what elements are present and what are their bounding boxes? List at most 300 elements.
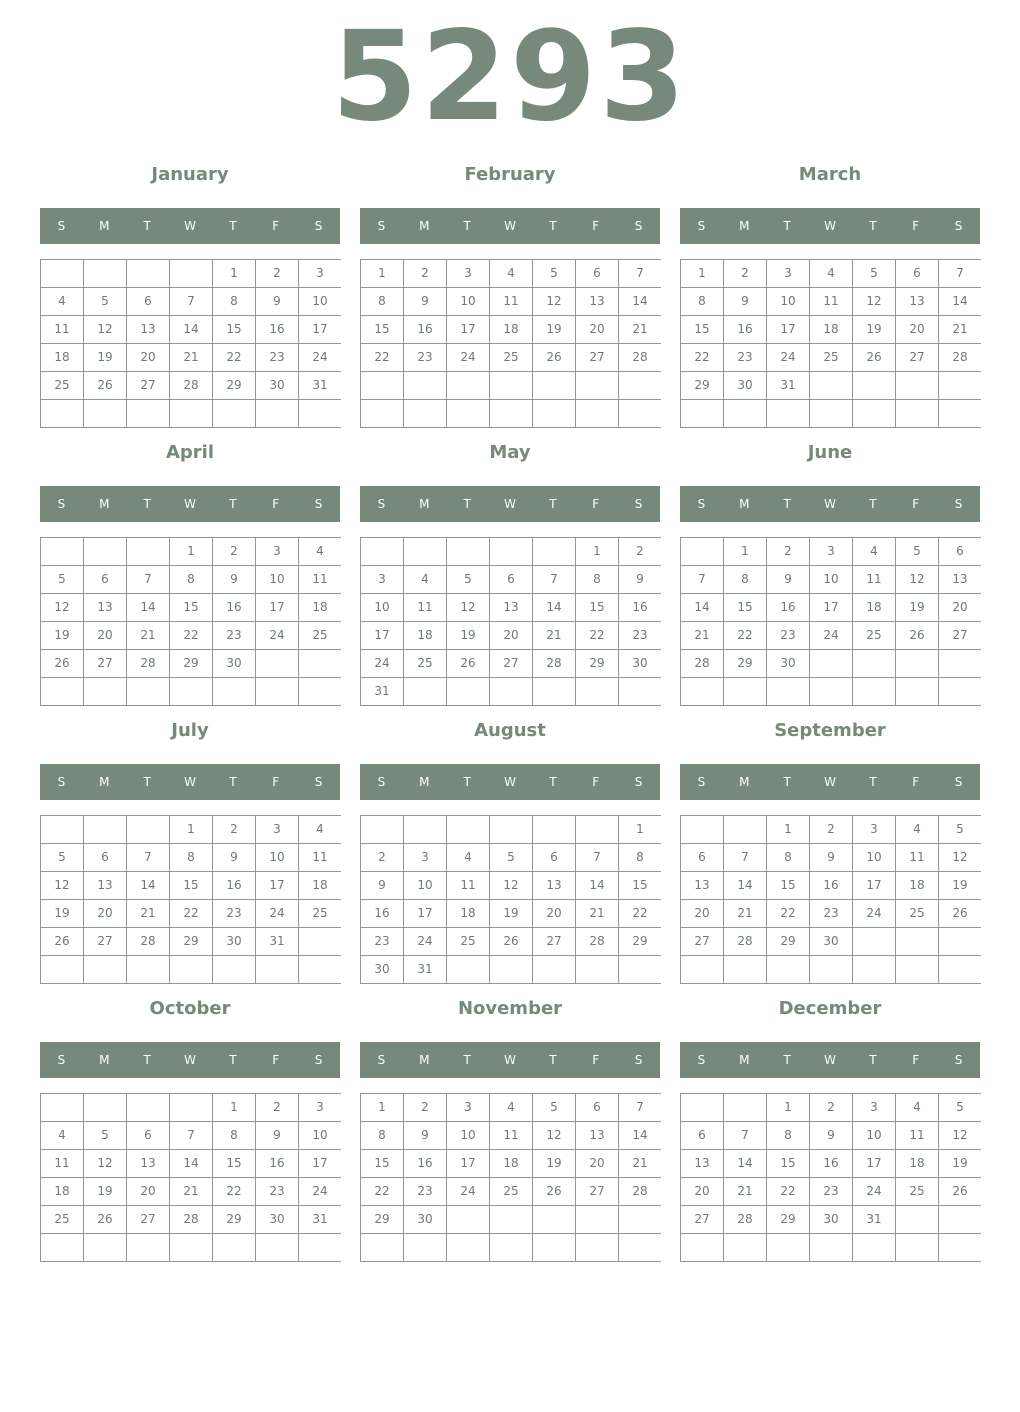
weekday-label: W <box>824 219 836 233</box>
day-cell: 8 <box>767 844 809 871</box>
day-cell: 25 <box>810 344 852 371</box>
day-cell: 7 <box>619 260 661 287</box>
empty-cell <box>619 1234 661 1261</box>
day-cell: 4 <box>853 538 895 565</box>
weekday-label: T <box>783 497 791 511</box>
day-cell: 16 <box>810 1150 852 1177</box>
day-cell: 14 <box>724 1150 766 1177</box>
day-cell: 3 <box>256 816 298 843</box>
empty-cell <box>361 816 403 843</box>
day-cell: 20 <box>576 316 618 343</box>
day-cell: 3 <box>404 844 446 871</box>
month-name: May <box>489 442 531 463</box>
empty-cell <box>576 1206 618 1233</box>
year-title: 5293 <box>331 5 689 149</box>
day-cell: 3 <box>299 260 341 287</box>
weekday-label: W <box>504 1053 516 1067</box>
day-cell: 20 <box>127 344 169 371</box>
empty-cell <box>447 1234 489 1261</box>
weekday-label: S <box>57 219 66 233</box>
day-cell: 17 <box>299 316 341 343</box>
day-cell: 22 <box>170 900 212 927</box>
empty-cell <box>84 1094 126 1121</box>
weekday-label: F <box>912 775 920 789</box>
day-cell: 15 <box>361 1150 403 1177</box>
day-cell: 6 <box>84 844 126 871</box>
day-cell: 3 <box>447 1094 489 1121</box>
day-cell: 1 <box>619 816 661 843</box>
day-cell: 24 <box>853 900 895 927</box>
empty-cell <box>576 816 618 843</box>
day-cell: 11 <box>896 1122 938 1149</box>
day-cell: 17 <box>404 900 446 927</box>
day-grid <box>40 1093 341 1262</box>
day-cell: 1 <box>724 538 766 565</box>
empty-cell <box>619 678 661 705</box>
weekday-label: S <box>634 219 643 233</box>
day-cell: 18 <box>810 316 852 343</box>
day-cell: 4 <box>41 1122 83 1149</box>
empty-cell <box>299 650 341 677</box>
weekday-label: F <box>912 1053 920 1067</box>
empty-cell <box>853 928 895 955</box>
weekday-header <box>360 486 660 522</box>
day-cell: 30 <box>404 1206 446 1233</box>
empty-cell <box>853 372 895 399</box>
empty-cell <box>361 538 403 565</box>
day-cell: 26 <box>447 650 489 677</box>
day-cell: 20 <box>127 1178 169 1205</box>
day-cell: 19 <box>896 594 938 621</box>
day-cell: 23 <box>404 1178 446 1205</box>
day-cell: 10 <box>299 288 341 315</box>
day-cell: 2 <box>361 844 403 871</box>
empty-cell <box>299 928 341 955</box>
day-cell: 11 <box>896 844 938 871</box>
day-cell: 6 <box>84 566 126 593</box>
day-cell: 26 <box>84 372 126 399</box>
day-cell: 21 <box>724 900 766 927</box>
weekday-label: T <box>229 775 237 789</box>
day-cell: 13 <box>84 594 126 621</box>
empty-cell <box>256 650 298 677</box>
weekday-header <box>680 1042 980 1078</box>
empty-cell <box>299 400 341 427</box>
weekday-label: T <box>869 497 877 511</box>
empty-cell <box>853 650 895 677</box>
day-cell: 10 <box>361 594 403 621</box>
weekday-label: F <box>592 1053 600 1067</box>
weekday-label: W <box>824 497 836 511</box>
day-cell: 26 <box>533 344 575 371</box>
empty-cell <box>939 956 981 983</box>
day-cell: 12 <box>939 844 981 871</box>
day-grid <box>40 537 341 706</box>
day-cell: 10 <box>404 872 446 899</box>
day-cell: 9 <box>404 1122 446 1149</box>
weekday-label: M <box>739 775 750 789</box>
day-cell: 24 <box>256 622 298 649</box>
day-cell: 11 <box>41 316 83 343</box>
day-cell: 18 <box>853 594 895 621</box>
day-cell: 9 <box>213 844 255 871</box>
month-may <box>360 438 660 716</box>
day-cell: 22 <box>361 344 403 371</box>
weekday-label: W <box>504 497 516 511</box>
empty-cell <box>810 400 852 427</box>
weekday-label: T <box>463 1053 471 1067</box>
empty-cell <box>447 400 489 427</box>
day-cell: 29 <box>361 1206 403 1233</box>
day-cell: 3 <box>361 566 403 593</box>
day-cell: 9 <box>810 844 852 871</box>
day-cell: 17 <box>361 622 403 649</box>
day-cell: 5 <box>490 844 532 871</box>
day-cell: 20 <box>681 1178 723 1205</box>
empty-cell <box>84 400 126 427</box>
month-name: July <box>171 720 209 741</box>
day-cell: 9 <box>213 566 255 593</box>
empty-cell <box>41 538 83 565</box>
day-cell: 17 <box>810 594 852 621</box>
weekday-header <box>680 208 980 244</box>
day-cell: 2 <box>619 538 661 565</box>
day-cell: 12 <box>853 288 895 315</box>
day-cell: 19 <box>84 344 126 371</box>
day-cell: 4 <box>490 260 532 287</box>
weekday-label: S <box>57 1053 66 1067</box>
weekday-label: T <box>229 219 237 233</box>
day-grid <box>680 537 981 706</box>
day-cell: 17 <box>299 1150 341 1177</box>
day-cell: 31 <box>299 372 341 399</box>
day-cell: 8 <box>576 566 618 593</box>
weekday-label: S <box>314 775 323 789</box>
empty-cell <box>767 678 809 705</box>
day-cell: 12 <box>41 872 83 899</box>
empty-cell <box>810 678 852 705</box>
day-cell: 16 <box>404 1150 446 1177</box>
day-cell: 29 <box>767 1206 809 1233</box>
day-cell: 18 <box>404 622 446 649</box>
day-cell: 18 <box>41 1178 83 1205</box>
day-cell: 30 <box>724 372 766 399</box>
weekday-header <box>40 764 340 800</box>
empty-cell <box>681 400 723 427</box>
day-cell: 8 <box>213 1122 255 1149</box>
day-cell: 11 <box>299 566 341 593</box>
weekday-label: F <box>272 1053 280 1067</box>
day-cell: 18 <box>896 872 938 899</box>
empty-cell <box>724 956 766 983</box>
weekday-header <box>40 1042 340 1078</box>
day-cell: 25 <box>896 900 938 927</box>
weekday-label: S <box>377 219 386 233</box>
month-name: September <box>774 720 886 741</box>
empty-cell <box>576 1234 618 1261</box>
day-cell: 18 <box>896 1150 938 1177</box>
day-cell: 22 <box>681 344 723 371</box>
day-cell: 1 <box>361 260 403 287</box>
day-cell: 15 <box>170 594 212 621</box>
day-cell: 1 <box>213 1094 255 1121</box>
day-cell: 24 <box>447 1178 489 1205</box>
day-cell: 7 <box>170 288 212 315</box>
day-cell: 29 <box>576 650 618 677</box>
day-cell: 10 <box>853 844 895 871</box>
day-cell: 4 <box>490 1094 532 1121</box>
day-cell: 27 <box>939 622 981 649</box>
empty-cell <box>41 1234 83 1261</box>
day-cell: 23 <box>767 622 809 649</box>
weekday-label: T <box>783 775 791 789</box>
day-cell: 11 <box>299 844 341 871</box>
empty-cell <box>896 1206 938 1233</box>
weekday-label: T <box>463 497 471 511</box>
empty-cell <box>853 1234 895 1261</box>
weekday-label: S <box>377 497 386 511</box>
day-cell: 20 <box>490 622 532 649</box>
empty-cell <box>853 678 895 705</box>
day-cell: 14 <box>533 594 575 621</box>
day-cell: 24 <box>404 928 446 955</box>
day-cell: 16 <box>256 316 298 343</box>
day-cell: 17 <box>853 872 895 899</box>
weekday-label: S <box>314 1053 323 1067</box>
day-cell: 16 <box>404 316 446 343</box>
empty-cell <box>404 678 446 705</box>
day-cell: 24 <box>447 344 489 371</box>
day-cell: 10 <box>256 844 298 871</box>
day-cell: 19 <box>853 316 895 343</box>
weekday-label: T <box>549 1053 557 1067</box>
day-cell: 30 <box>256 1206 298 1233</box>
day-cell: 2 <box>810 1094 852 1121</box>
day-cell: 30 <box>361 956 403 983</box>
day-cell: 13 <box>533 872 575 899</box>
empty-cell <box>533 816 575 843</box>
day-cell: 5 <box>447 566 489 593</box>
month-october <box>40 994 340 1272</box>
day-cell: 15 <box>767 1150 809 1177</box>
day-grid <box>40 259 341 428</box>
day-cell: 15 <box>767 872 809 899</box>
weekday-label: S <box>697 219 706 233</box>
empty-cell <box>41 1094 83 1121</box>
day-cell: 7 <box>724 844 766 871</box>
weekday-label: T <box>463 775 471 789</box>
day-cell: 24 <box>299 344 341 371</box>
day-cell: 13 <box>127 1150 169 1177</box>
empty-cell <box>853 956 895 983</box>
day-cell: 16 <box>213 872 255 899</box>
weekday-label: M <box>99 497 110 511</box>
day-cell: 25 <box>41 1206 83 1233</box>
day-cell: 4 <box>41 288 83 315</box>
weekday-label: T <box>463 219 471 233</box>
day-cell: 22 <box>170 622 212 649</box>
day-cell: 28 <box>127 928 169 955</box>
month-june <box>680 438 980 716</box>
day-cell: 19 <box>84 1178 126 1205</box>
empty-cell <box>681 816 723 843</box>
day-cell: 30 <box>810 928 852 955</box>
day-cell: 8 <box>361 288 403 315</box>
day-cell: 25 <box>490 1178 532 1205</box>
empty-cell <box>299 956 341 983</box>
weekday-label: T <box>783 1053 791 1067</box>
day-cell: 20 <box>896 316 938 343</box>
day-cell: 7 <box>170 1122 212 1149</box>
empty-cell <box>299 678 341 705</box>
day-cell: 7 <box>127 844 169 871</box>
day-cell: 26 <box>853 344 895 371</box>
day-cell: 16 <box>361 900 403 927</box>
day-cell: 4 <box>404 566 446 593</box>
day-cell: 2 <box>256 1094 298 1121</box>
day-cell: 23 <box>810 900 852 927</box>
day-cell: 5 <box>41 566 83 593</box>
day-cell: 22 <box>619 900 661 927</box>
empty-cell <box>84 678 126 705</box>
weekday-label: T <box>549 775 557 789</box>
day-cell: 15 <box>619 872 661 899</box>
month-april <box>40 438 340 716</box>
empty-cell <box>41 260 83 287</box>
empty-cell <box>939 650 981 677</box>
empty-cell <box>767 400 809 427</box>
empty-cell <box>41 678 83 705</box>
empty-cell <box>84 260 126 287</box>
day-cell: 24 <box>299 1178 341 1205</box>
day-cell: 4 <box>299 816 341 843</box>
weekday-label: F <box>272 497 280 511</box>
day-cell: 2 <box>724 260 766 287</box>
day-cell: 25 <box>853 622 895 649</box>
day-cell: 20 <box>681 900 723 927</box>
weekday-label: M <box>99 219 110 233</box>
day-cell: 26 <box>939 1178 981 1205</box>
day-cell: 10 <box>810 566 852 593</box>
weekday-label: S <box>634 775 643 789</box>
month-march <box>680 160 980 438</box>
day-cell: 25 <box>299 900 341 927</box>
day-cell: 2 <box>404 260 446 287</box>
day-cell: 21 <box>533 622 575 649</box>
day-grid <box>360 259 661 428</box>
empty-cell <box>724 1234 766 1261</box>
day-cell: 6 <box>939 538 981 565</box>
day-cell: 21 <box>724 1178 766 1205</box>
empty-cell <box>810 1234 852 1261</box>
weekday-label: W <box>184 1053 196 1067</box>
day-cell: 23 <box>361 928 403 955</box>
empty-cell <box>84 816 126 843</box>
day-cell: 28 <box>724 928 766 955</box>
day-cell: 25 <box>896 1178 938 1205</box>
weekday-header <box>40 486 340 522</box>
day-cell: 15 <box>213 1150 255 1177</box>
day-cell: 30 <box>213 650 255 677</box>
empty-cell <box>533 372 575 399</box>
day-grid <box>360 815 661 984</box>
day-cell: 23 <box>256 1178 298 1205</box>
day-cell: 8 <box>213 288 255 315</box>
weekday-label: M <box>419 497 430 511</box>
month-name: March <box>798 164 862 185</box>
empty-cell <box>810 650 852 677</box>
day-cell: 29 <box>170 650 212 677</box>
day-cell: 14 <box>681 594 723 621</box>
day-cell: 15 <box>724 594 766 621</box>
day-cell: 5 <box>896 538 938 565</box>
day-cell: 6 <box>127 1122 169 1149</box>
empty-cell <box>576 678 618 705</box>
weekday-label: S <box>954 497 963 511</box>
day-cell: 12 <box>84 316 126 343</box>
empty-cell <box>213 678 255 705</box>
empty-cell <box>853 400 895 427</box>
empty-cell <box>533 538 575 565</box>
day-cell: 2 <box>213 538 255 565</box>
day-cell: 5 <box>41 844 83 871</box>
empty-cell <box>447 816 489 843</box>
day-cell: 7 <box>576 844 618 871</box>
day-cell: 12 <box>533 1122 575 1149</box>
day-cell: 18 <box>447 900 489 927</box>
month-name: October <box>149 998 231 1019</box>
weekday-label: F <box>272 775 280 789</box>
day-cell: 8 <box>681 288 723 315</box>
empty-cell <box>939 1206 981 1233</box>
day-cell: 11 <box>810 288 852 315</box>
empty-cell <box>533 1234 575 1261</box>
empty-cell <box>127 538 169 565</box>
empty-cell <box>256 1234 298 1261</box>
day-cell: 5 <box>533 260 575 287</box>
empty-cell <box>939 678 981 705</box>
weekday-label: T <box>783 219 791 233</box>
empty-cell <box>41 956 83 983</box>
empty-cell <box>447 1206 489 1233</box>
day-cell: 28 <box>724 1206 766 1233</box>
day-cell: 22 <box>361 1178 403 1205</box>
empty-cell <box>681 538 723 565</box>
day-cell: 3 <box>447 260 489 287</box>
day-grid <box>360 537 661 706</box>
empty-cell <box>447 678 489 705</box>
empty-cell <box>213 1234 255 1261</box>
day-cell: 19 <box>939 872 981 899</box>
empty-cell <box>490 678 532 705</box>
day-cell: 16 <box>213 594 255 621</box>
day-cell: 30 <box>810 1206 852 1233</box>
empty-cell <box>213 956 255 983</box>
day-cell: 19 <box>41 900 83 927</box>
day-cell: 21 <box>619 316 661 343</box>
day-cell: 19 <box>939 1150 981 1177</box>
day-cell: 1 <box>576 538 618 565</box>
day-grid <box>680 815 981 984</box>
day-cell: 18 <box>41 344 83 371</box>
day-cell: 29 <box>213 372 255 399</box>
empty-cell <box>84 956 126 983</box>
weekday-label: F <box>912 219 920 233</box>
month-november <box>360 994 660 1272</box>
day-cell: 18 <box>490 1150 532 1177</box>
day-cell: 10 <box>299 1122 341 1149</box>
empty-cell <box>404 538 446 565</box>
